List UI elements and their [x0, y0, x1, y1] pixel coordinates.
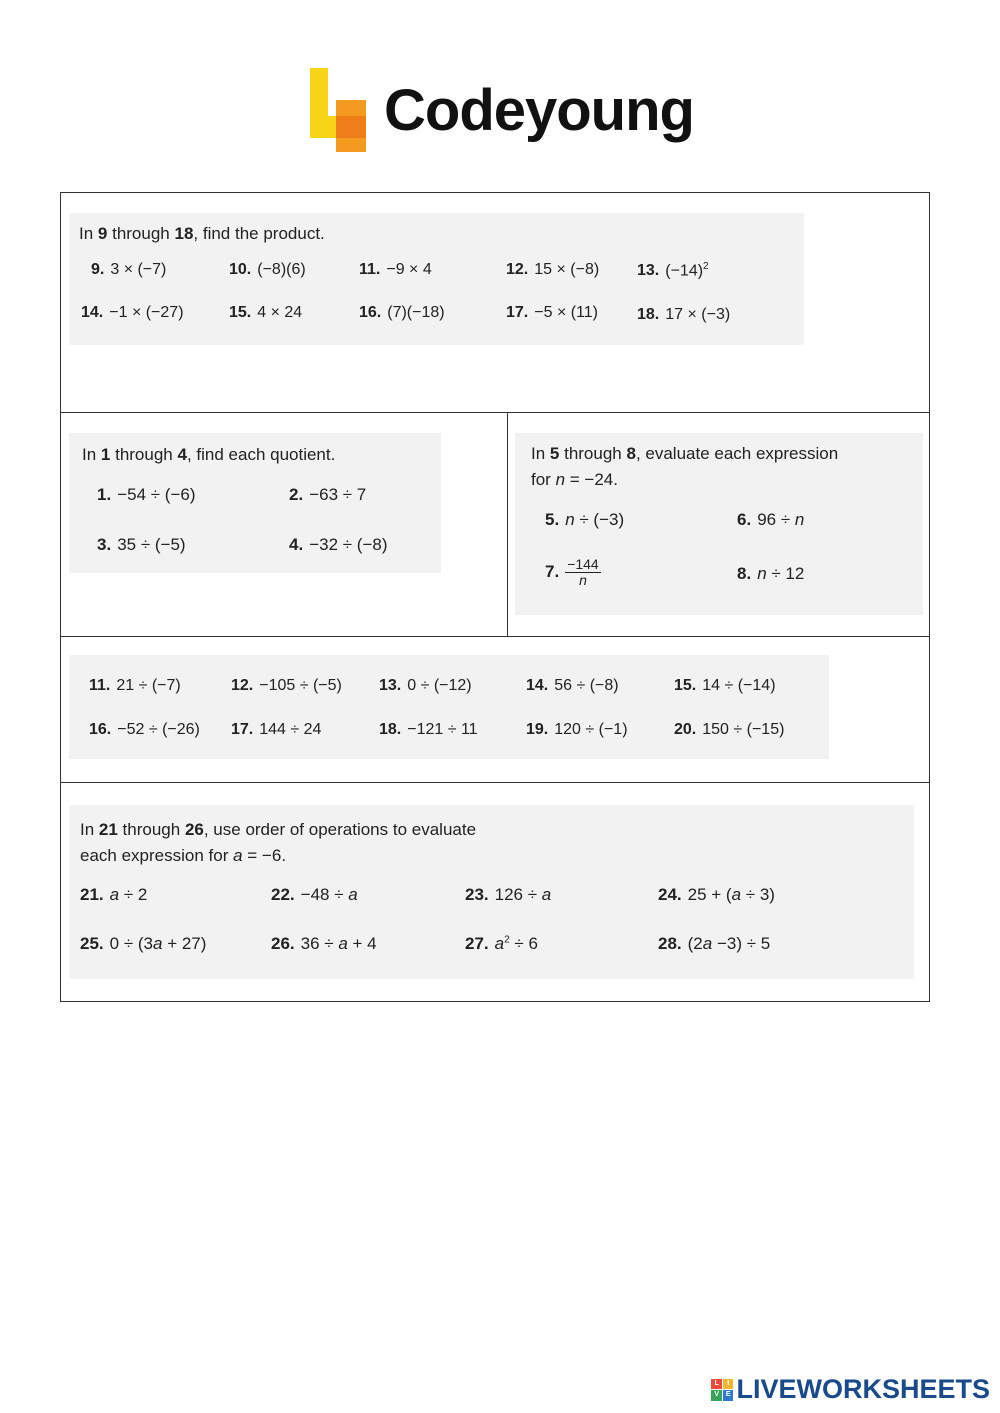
problem-item: 18. −121 ÷ 11 — [379, 721, 478, 738]
problem-item: 19. 120 ÷ (−1) — [526, 721, 628, 738]
problem-item: 11. 21 ÷ (−7) — [89, 677, 181, 694]
problem-item: 27. $a^2 \div 6$ — [465, 934, 538, 953]
worksheet — [60, 192, 930, 1002]
problem-item: 14. 56 ÷ (−8) — [526, 677, 619, 694]
scan-block-divide — [69, 655, 829, 759]
liveworksheets-brand — [711, 1374, 990, 1405]
problem-item: 13. 0 ÷ (−12) — [379, 677, 472, 694]
problem-item: 24. 25 + (a ÷ 3) — [658, 885, 775, 904]
problem-item: 18. 17 × (−3) — [637, 306, 731, 323]
problem-item: 10. (−8)(6) — [229, 261, 306, 278]
problem-item: 14. −1 × (−27) — [81, 304, 184, 321]
problem-item: 7. $\frac{-144}{n}$ — [545, 556, 599, 588]
logo-wordmark: Codeyoung — [384, 78, 694, 143]
problem-item: 4. −32 ÷ (−8) — [289, 535, 388, 554]
problem-item: 9. 3 × (−7) — [91, 261, 167, 278]
problem-item: 15. 4 × 24 — [229, 304, 303, 321]
problem-item: 8. n ÷ 12 — [737, 564, 805, 583]
problem-item: 20. 150 ÷ (−15) — [674, 721, 785, 738]
problem-item: 23. 126 ÷ a — [465, 885, 552, 904]
products-instruction: In 9 through 18, find the product. — [79, 224, 325, 243]
problem-item: 5. n ÷ (−3) — [545, 510, 625, 529]
problem-item: 11. −9 × 4 — [359, 261, 432, 278]
problem-item: 12. −105 ÷ (−5) — [231, 677, 342, 694]
problem-item: 25. 0 ÷ (3a + 27) — [80, 934, 207, 953]
problem-item: 17. −5 × (11) — [506, 304, 598, 321]
problem-item: 22. −48 ÷ a — [271, 885, 358, 904]
problem-item: 13. $(-14)^2$ — [637, 261, 709, 280]
liveworksheets-icon: L I V E — [711, 1379, 733, 1401]
problem-item: 28. (2a −3) ÷ 5 — [658, 934, 771, 953]
row-divider — [61, 636, 929, 637]
quotient-instruction: In 1 through 4, find each quotient. — [82, 445, 336, 464]
codeyoung-logo-icon — [306, 68, 372, 158]
problem-item: 3. 35 ÷ (−5) — [97, 535, 186, 554]
problem-item: 6. 96 ÷ n — [737, 510, 805, 529]
problem-item: 2. −63 ÷ 7 — [289, 485, 367, 504]
evaluate-instruction: In 5 through 8, evaluate each expression for n = −24. — [531, 444, 839, 489]
row-divider — [61, 782, 929, 783]
codeyoung-logo — [306, 68, 706, 164]
row-divider — [61, 412, 929, 413]
problem-item: 21. a ÷ 2 — [80, 885, 148, 904]
problem-item: 16. −52 ÷ (−26) — [89, 721, 200, 738]
column-divider — [507, 412, 508, 636]
problem-item: 15. 14 ÷ (−14) — [674, 677, 776, 694]
liveworksheets-wordmark: LIVEWORKSHEETS — [736, 1374, 990, 1404]
problem-item: 26. 36 ÷ a + 4 — [271, 934, 377, 953]
problem-item: 1. −54 ÷ (−6) — [97, 485, 196, 504]
problem-item: 16. (7)(−18) — [359, 304, 445, 321]
order-of-operations-instruction: In 21 through 26, use order of operations to evaluate each expression for a = −6. — [80, 820, 477, 865]
problem-item: 17. 144 ÷ 24 — [231, 721, 322, 738]
problem-item: 12. 15 × (−8) — [506, 261, 600, 278]
